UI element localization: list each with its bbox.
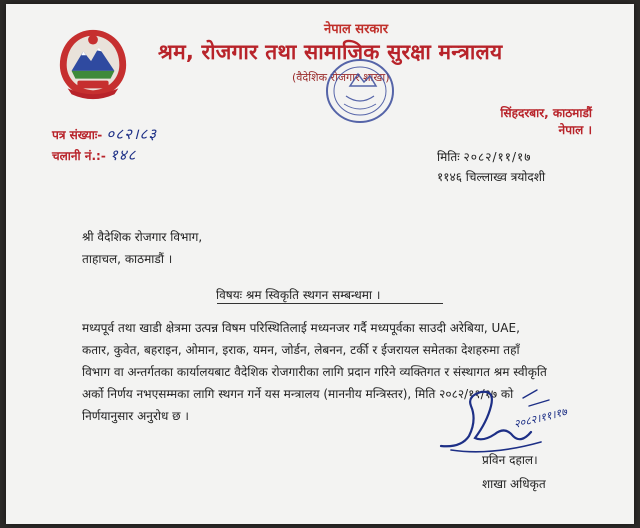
office-address	[500, 105, 592, 139]
government-name: नेपाल सरकार	[324, 22, 389, 37]
address-line-2: नेपाल ।	[558, 123, 592, 137]
official-stamp-icon	[324, 56, 396, 126]
date-value: २०८२/११/१७	[463, 150, 532, 164]
letter-number-label: पत्र संख्याः-	[52, 128, 103, 142]
address-line-1: सिंहदरबार, काठमाडौं	[500, 106, 592, 120]
dispatch-number-label: चलानी नं.:-	[52, 149, 106, 163]
nepal-emblem-icon	[54, 26, 132, 104]
body-line: विभाग वा अन्तर्गतका कार्यालयबाट वैदेशिक रोजगारीका लागि प्रदान गरिने व्यक्तिगत र संस्थागत श्रम स्वीकृति	[82, 365, 547, 379]
signer-title: शाखा अधिकृत	[482, 477, 546, 491]
department-name: (वैदेशिक रोजगार शाखा)	[292, 71, 390, 84]
signer-name: प्रविन दहाल।	[482, 453, 538, 467]
body-line: निर्णयानुसार अनुरोध छ ।	[82, 409, 189, 423]
date-block	[437, 147, 545, 187]
date-label: मितिः	[437, 150, 460, 164]
lunar-date: ११४६ चिल्लाख्व त्रयोदशी	[437, 170, 546, 184]
letter-number-value: ०८२।८३	[106, 125, 158, 143]
signature-date: २०८२।११।१७	[512, 405, 569, 431]
dispatch-number-value: १४८	[110, 146, 137, 164]
recipient-line-2: ताहाचल, काठमाडौं ।	[82, 252, 173, 266]
letter-subject: विषयः श्रम स्विकृति स्थगन सम्बन्धमा ।	[216, 288, 381, 302]
subject-underline	[217, 303, 443, 304]
recipient-line-1: श्री वैदेशिक रोजगार विभाग,	[82, 230, 203, 244]
ministry-name: श्रम, रोजगार तथा सामाजिक सुरक्षा मन्त्रालय	[158, 40, 503, 64]
body-line: अर्को निर्णय नभएसम्मका लागि स्थगन गर्ने यस मन्त्रालय (माननीय मन्त्रिस्तर), मिति २०८२/११/१७ को	[82, 387, 514, 401]
recipient-address	[82, 226, 202, 270]
signer-block	[482, 448, 546, 496]
letter-page	[6, 4, 634, 524]
body-line: कतार, कुवेत, बहराइन, ओमान, इराक, यमन, जोर्डन, लेबनन, टर्की र ईजरायल समेतका देशहरुमा तहाँ	[82, 343, 520, 357]
body-line: मध्यपूर्व तथा खाडी क्षेत्रमा उत्पन्न विषम परिस्थितिलाई मध्यनजर गर्दै मध्यपूर्वका साउदी अरेबिया, UAE,	[82, 321, 520, 335]
reference-block	[52, 124, 157, 166]
